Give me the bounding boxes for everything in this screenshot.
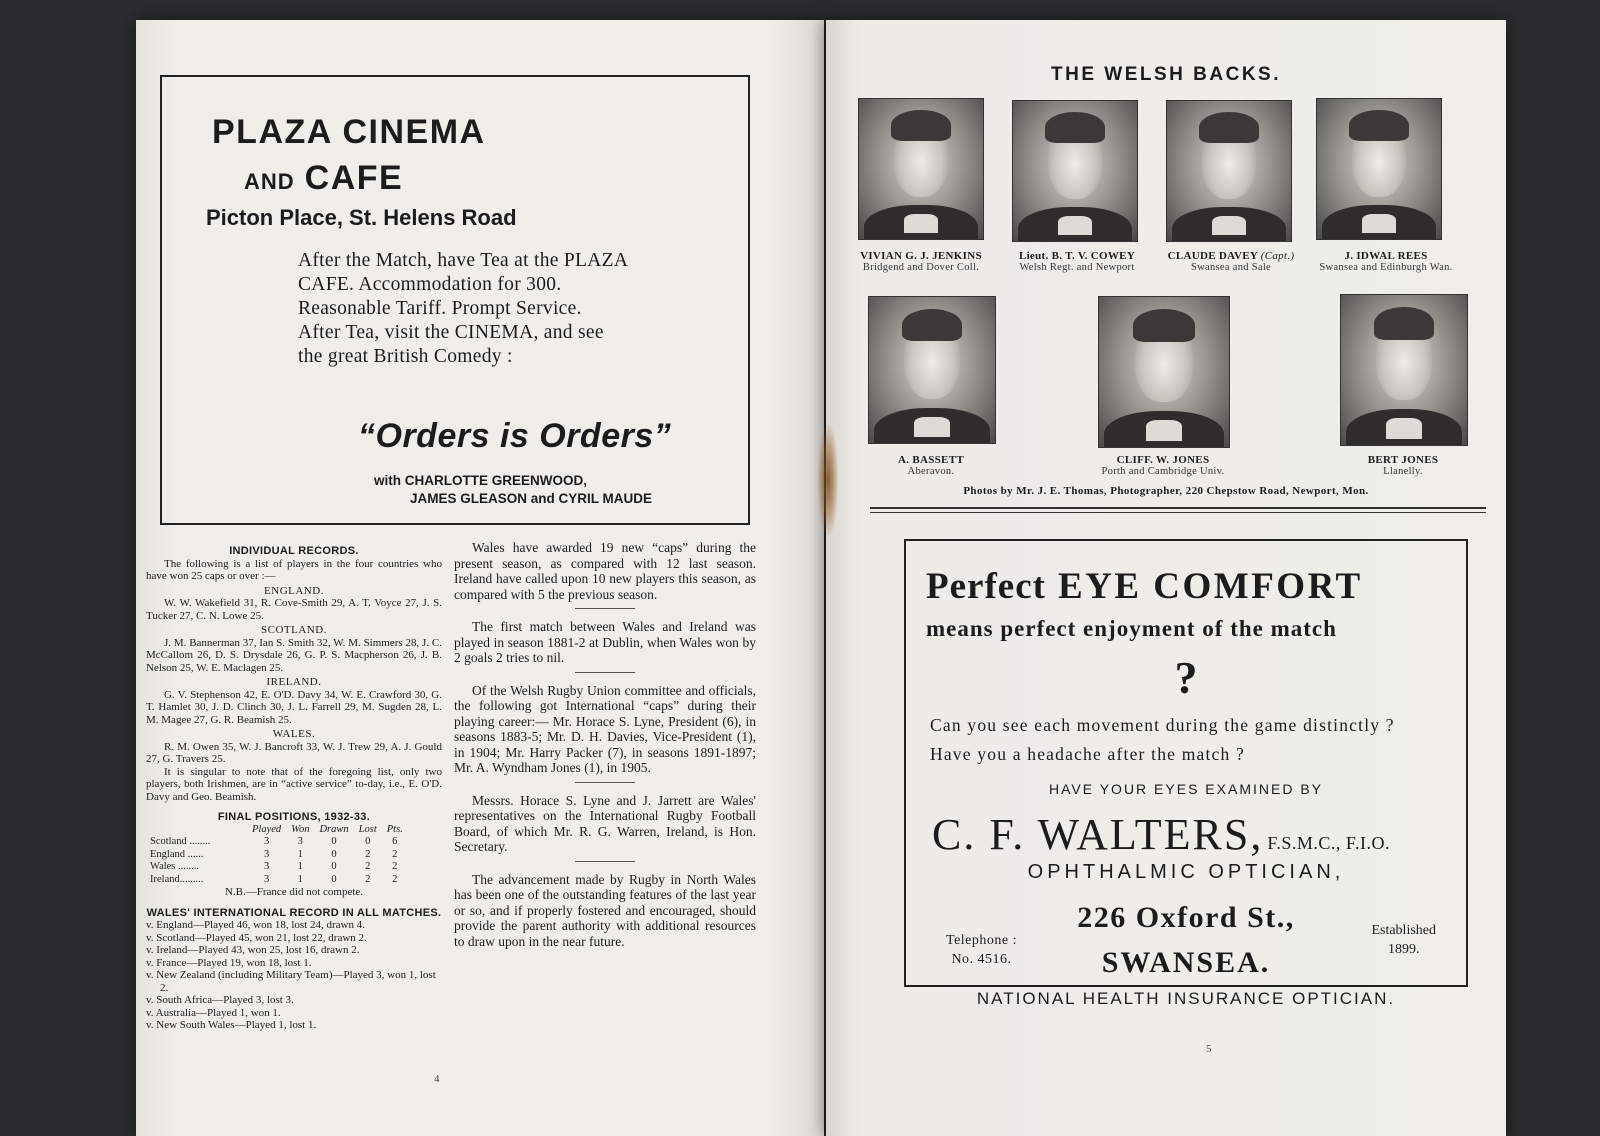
telephone-number: No. 4516. (951, 952, 1012, 967)
final-positions-heading: FINAL POSITIONS, 1932-33. (217, 811, 371, 823)
england-text: W. W. Wakefield 31, R. Cove-Smith 29, A. T. Voyce 27, J. S. Tucker 27, C. N. Lowe 25. (146, 597, 442, 622)
player-caption (1328, 454, 1478, 478)
table-row (150, 874, 408, 887)
played-cell: 3 (263, 836, 270, 847)
optician-city: SWANSEA. (1101, 946, 1271, 979)
eye-ad-headline-b: EYE COMFORT (1057, 566, 1363, 607)
divider (575, 672, 635, 673)
eye-ad-footer: NATIONAL HEALTH INSURANCE OPTICIAN. (976, 989, 1396, 1008)
plaza-body-p1: After the Match, have Tea at the PLAZA CAFE. Accommodation for 300. Reasonable Tariff. Prompt Service. (298, 250, 628, 319)
welsh-backs-title: THE WELSH BACKS. (1051, 64, 1281, 85)
team-cell: England ...... (150, 848, 204, 860)
lost-cell: 0 (365, 836, 371, 847)
notes-column (454, 540, 756, 949)
player-photo (1316, 98, 1442, 240)
player-club: Porth and Cambridge Univ. (1101, 466, 1225, 477)
list-item: v. South Africa—Played 3, lost 3. (146, 994, 294, 1006)
played-cell: 3 (263, 848, 270, 860)
team-cell: Wales ........ (150, 861, 200, 872)
table-row (150, 836, 408, 849)
notes-paragraph-board: Messrs. Horace S. Lyne and J. Jarrett are Wales' representatives on the International Rugby Football Board, of which Mr. R. G. Warren, Ireland, is Hon. Secretary. (454, 792, 756, 854)
pts-cell: 6 (392, 836, 398, 847)
player-photo (1012, 100, 1138, 242)
cast-line-1: with CHARLOTTE GREENWOOD, (374, 473, 587, 488)
won-cell: 1 (297, 873, 303, 885)
plaza-body (298, 249, 628, 369)
list-item: v. Ireland—Played 43, won 25, lost 16, drawn 2. (146, 944, 360, 956)
player-name: Lieut. B. T. V. COWEY (1018, 250, 1136, 262)
question-mark-icon: ? (1174, 652, 1198, 703)
records-heading: INDIVIDUAL RECORDS. (229, 545, 359, 557)
plaza-and: AND (244, 169, 295, 194)
records-note: It is singular to note that of the foregoing list, only two players, both Irishmen, are in “active service” to-day, i.e., E. O'D. Davy and Geo. Beamish. (146, 765, 442, 803)
eye-ad-subhead: means perfect enjoyment of the match (926, 616, 1337, 641)
ireland-label: IRELAND. (266, 676, 322, 688)
team-cell: Scotland ........ (150, 836, 211, 847)
plaza-subtitle (244, 159, 403, 198)
played-cell: 3 (263, 861, 270, 872)
player-photo (1098, 296, 1230, 448)
plaza-cafe: CAFE (304, 159, 404, 197)
notes-paragraph-first-match: The first match between Wales and Ireland was played in season 1881-2 at Dublin, when Wales won by 2 goals 2 tries to nil. (454, 619, 756, 665)
double-rule-divider (870, 507, 1486, 513)
notes-paragraph-caps: Wales have awarded 19 new “caps” during the present season, as compared with 12 last season. Ireland have called upon 10 new players this season, as compared with 5 the previous season. (454, 540, 756, 602)
page-number-right: 5 (1206, 1043, 1212, 1055)
established-year: 1899. (1387, 942, 1420, 957)
lost-cell: 2 (365, 848, 371, 860)
player-name: J. IDWAL REES (1344, 250, 1428, 262)
cast-line-2: JAMES GLEASON and CYRIL MAUDE (410, 491, 653, 506)
left-page (136, 20, 824, 1136)
player-caption (1078, 454, 1248, 478)
player-photo (858, 98, 984, 240)
lost-cell: 2 (365, 861, 371, 872)
drawn-cell: 0 (331, 836, 337, 847)
pts-cell: 2 (392, 873, 398, 885)
table-header: Played (252, 823, 282, 835)
list-item: v. Australia—Played 1, won 1. (146, 1006, 281, 1019)
scotland-label: SCOTLAND. (261, 624, 327, 636)
pts-cell: 2 (392, 861, 398, 872)
plaza-title: PLAZA CINEMA (212, 113, 486, 151)
eye-ad-headline-a: Perfect (926, 566, 1046, 607)
won-cell: 1 (297, 848, 303, 860)
eye-ad-headline (926, 565, 1363, 608)
drawn-cell: 0 (331, 873, 337, 885)
final-positions-table (150, 824, 408, 887)
plaza-cinema-ad (160, 75, 750, 525)
table-header: Pts. (386, 823, 403, 835)
player-name: A. BASSETT (898, 454, 964, 466)
film-cast (374, 472, 652, 508)
table-header: Won (291, 823, 310, 835)
pts-cell: 2 (392, 848, 398, 860)
player-club: Swansea and Edinburgh Wan. (1319, 262, 1453, 273)
player-club: Llanelly. (1383, 466, 1423, 477)
player-club: Bridgend and Dover Coll. (862, 262, 980, 273)
eye-comfort-ad (904, 539, 1468, 1008)
player-caption (1156, 250, 1306, 274)
positions-note: N.B.—France did not compete. (224, 886, 364, 898)
table-header-team (150, 824, 247, 837)
telephone-label: Telephone : (946, 933, 1017, 948)
eye-ad-question-2: Have you a headache after the match ? (930, 744, 1246, 764)
player-caption (1002, 250, 1152, 274)
player-name: BERT JONES (1367, 454, 1439, 466)
ireland-text: G. V. Stephenson 42, E. O'D. Davy 34, W. E. Crawford 30, G. T. Hamlet 30, J. D. Clinch 30, J. L. Farrell 29, M. Sugden 28, L. M. Magee 27, G. R. Beamish 25. (146, 688, 442, 726)
photo-credit: Photos by Mr. J. E. Thomas, Photographer, 220 Chepstow Road, Newport, Mon. (963, 485, 1369, 497)
plaza-address: Picton Place, St. Helens Road (206, 205, 517, 230)
player-photo (868, 296, 996, 444)
notes-paragraph-committee: Of the Welsh Rugby Union committee and officials, the following got International “caps” during their playing career:— Mr. Horace S. Lyne, President (6), in seasons 1883-5; Mr. D. H. Davies, Vice-President (1), in 1904; Mr. Harry Packer (7), in seasons 1891-1897; Mr. A. Wyndham Jones (1), in 1905. (454, 682, 756, 775)
plaza-body-p2: After Tea, visit the CINEMA, and see the great British Comedy : (298, 322, 604, 367)
drawn-cell: 0 (331, 861, 337, 872)
won-cell: 3 (297, 836, 303, 847)
eye-ad-question-1: Can you see each movement during the game distinctly ? (930, 715, 1395, 735)
list-item: v. Scotland—Played 45, won 21, lost 22, drawn 2. (146, 931, 367, 944)
captain-mark: (Capt.) (1260, 250, 1295, 262)
player-caption (846, 250, 996, 274)
england-label: ENGLAND. (264, 584, 324, 597)
divider (575, 782, 635, 783)
player-club: Swansea and Sale (1190, 262, 1272, 273)
lost-cell: 2 (365, 873, 371, 885)
divider (575, 608, 635, 609)
established (1371, 921, 1436, 959)
intl-record-list (146, 919, 442, 1032)
notes-paragraph-north-wales: The advancement made by Rugby in North Wales has been one of the outstanding features of the last year or so, and if properly fostered and encouraged, should provide the parent authority with additional resources to draw upon in the near future. (454, 871, 756, 949)
wales-label: WALES. (272, 728, 316, 740)
intl-record-heading: WALES' INTERNATIONAL RECORD IN ALL MATCHES. (146, 906, 442, 919)
established-label: Established (1371, 923, 1436, 938)
player-name: CLIFF. W. JONES (1116, 454, 1210, 466)
records-intro: The following is a list of players in the four countries who have won 25 caps or over :— (146, 557, 442, 582)
scotland-text: J. M. Bannerman 37, Ian S. Smith 32, W. M. Simmers 28, J. C. McCallom 26, D. S. Drysdale 26, G. P. S. Macpherson 26, J. B. Nelson 25, W. E. Maclagen 25. (146, 636, 442, 674)
optician-title: OPHTHALMIC OPTICIAN, (1027, 861, 1345, 883)
page-number-left: 4 (434, 1073, 440, 1085)
player-caption (1308, 250, 1464, 274)
table-row (150, 861, 408, 874)
right-page (826, 20, 1506, 1136)
optician-name-text: C. F. WALTERS, (932, 810, 1264, 859)
list-item: v. France—Played 19, won 18, lost 1. (146, 956, 312, 969)
table-header: Drawn (319, 823, 349, 835)
table-row (150, 849, 408, 862)
player-club: Welsh Regt. and Newport (1019, 262, 1135, 273)
drawn-cell: 0 (331, 848, 337, 860)
player-club: Aberavon. (907, 466, 955, 477)
team-cell: Ireland......... (150, 873, 204, 885)
player-name: VIVIAN G. J. JENKINS (860, 250, 982, 262)
wales-text: R. M. Owen 35, W. J. Bancroft 33, W. J. Trew 29, A. J. Gould 27, G. Travers 25. (146, 740, 442, 765)
played-cell: 3 (263, 873, 270, 885)
won-cell: 1 (297, 861, 303, 872)
optician-name (932, 809, 1390, 860)
table-header: Lost (358, 823, 377, 835)
player-photo (1166, 100, 1292, 242)
player-caption (856, 454, 1006, 478)
records-column (146, 545, 442, 1032)
table-header-row (150, 824, 408, 837)
player-photo (1340, 294, 1468, 446)
film-title: “Orders is Orders” (358, 417, 672, 455)
list-item: v. New Zealand (including Military Team)—Played 3, won 1, lost 2. (146, 969, 436, 994)
list-item: v. New South Wales—Played 1, lost 1. (146, 1019, 317, 1031)
divider (575, 861, 635, 862)
optician-street: 226 Oxford St., (1077, 901, 1295, 934)
player-name: CLAUDE DAVEY (1167, 250, 1258, 262)
list-item: v. England—Played 46, won 18, lost 24, drawn 4. (146, 919, 365, 931)
eye-ad-cta: HAVE YOUR EYES EXAMINED BY (1049, 781, 1323, 797)
optician-quals: F.S.M.C., F.I.O. (1267, 833, 1390, 853)
